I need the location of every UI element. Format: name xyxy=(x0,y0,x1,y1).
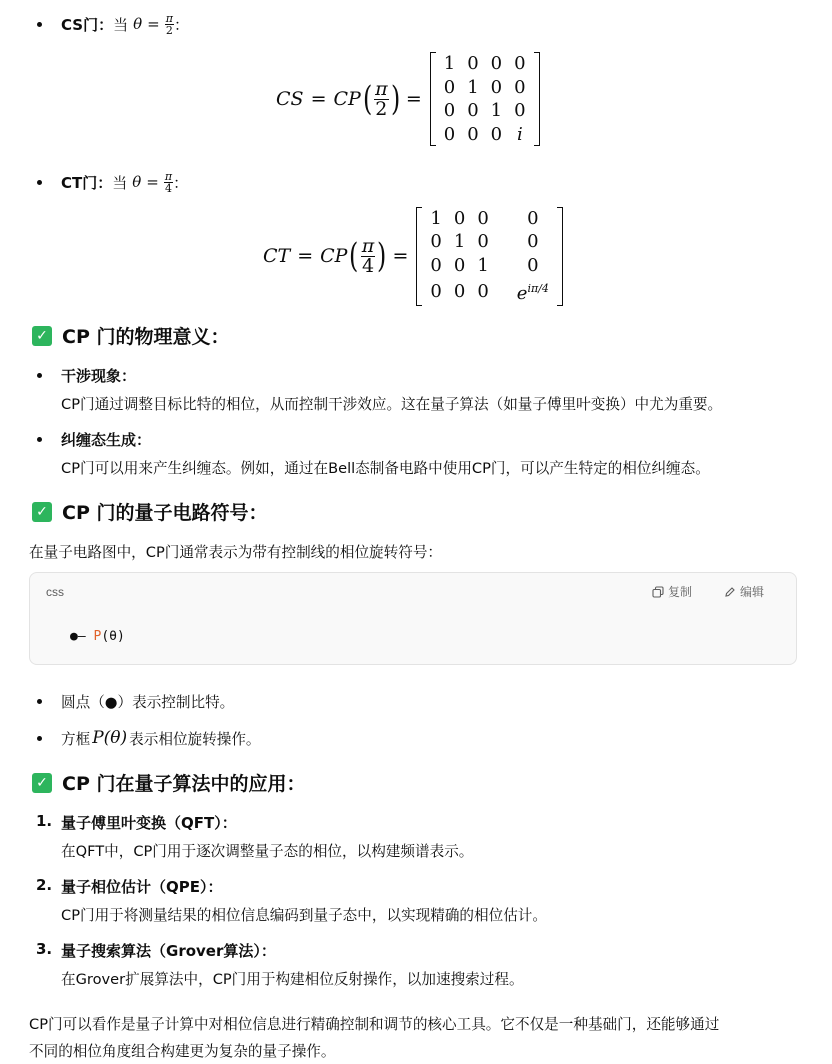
ct-eq-frac-num: π xyxy=(361,234,375,257)
code-language-label: css xyxy=(46,585,64,599)
section-heading-circuit-symbol xyxy=(32,498,268,525)
bullet-dot xyxy=(37,736,42,741)
bullet-post: 表示相位旋转操作。 xyxy=(129,730,261,748)
left-paren: ( xyxy=(349,236,359,276)
copy-icon xyxy=(652,586,664,598)
code-line-function: P xyxy=(93,629,102,644)
section-intro: 在量子电路图中，CP门通常表示为带有控制线的相位旋转符号： xyxy=(29,544,443,561)
list-item-title: 量子搜索算法（Grover算法）： xyxy=(61,942,276,960)
code-block xyxy=(29,572,797,665)
bullet-dot xyxy=(37,373,42,378)
matrix-cell: 0 xyxy=(453,280,466,302)
section-title: CP 门的量子电路符号： xyxy=(62,502,268,524)
matrix-cell: 0 xyxy=(490,76,503,98)
list-number: 1. xyxy=(36,812,53,830)
matrix-cell: i xyxy=(516,123,523,145)
copy-label: 复制 xyxy=(668,585,693,599)
cs-matrix xyxy=(430,52,540,146)
checkmark-icon: ✓ xyxy=(32,502,52,522)
ct-theta: θ xyxy=(132,173,142,191)
code-line-prefix: ●— xyxy=(70,629,94,644)
list-item-title: 纠缠态生成： xyxy=(61,431,152,449)
bullet-dot xyxy=(37,22,42,27)
pencil-icon xyxy=(724,586,736,598)
cs-cp: CP xyxy=(333,88,361,110)
matrix-cell: 1 xyxy=(490,100,503,121)
list-item-body: 在QFT中，CP门用于逐次调整量子态的相位，以构建频谱表示。 xyxy=(61,843,474,860)
cs-gate-label: CS门： xyxy=(61,15,114,34)
list-item-body: CP门可以用来产生纠缠态。例如，通过在Bell态制备电路中使用CP门，可以产生特定的相位纠缠态。 xyxy=(61,460,710,477)
cs-lhs: CS xyxy=(276,88,304,110)
ct-fraction xyxy=(164,171,173,194)
matrix-cell: 0 xyxy=(477,231,489,252)
matrix-cell: 0 xyxy=(527,231,539,252)
matrix-cell: 0 xyxy=(443,123,456,145)
list-item-body: 在Grover扩展算法中，CP门用于构建相位反射操作，以加速搜索过程。 xyxy=(61,971,524,988)
matrix-cell: 0 xyxy=(527,207,539,229)
section-title: CP 门的物理意义： xyxy=(62,326,230,348)
ct-frac-num: π xyxy=(164,169,173,183)
cs-equation xyxy=(276,52,540,146)
edit-label: 编辑 xyxy=(740,585,765,599)
ct-matrix xyxy=(416,207,562,306)
left-paren: ( xyxy=(362,79,373,119)
matrix-cell: 1 xyxy=(453,231,466,252)
list-item-title: 量子相位估计（QPE）： xyxy=(61,878,223,896)
checkmark-icon: ✓ xyxy=(32,773,52,793)
list-item-text: 圆点（●）表示控制比特。 xyxy=(61,694,235,711)
conclusion-line-2: 不同的相位角度组合构建更为复杂的量子操作。 xyxy=(29,1043,336,1060)
cs-frac-den: 2 xyxy=(165,23,173,37)
right-paren: ) xyxy=(377,236,387,276)
cs-colon: ： xyxy=(173,15,189,34)
section-heading-physical-meaning xyxy=(32,322,229,349)
cs-eq-frac-num: π xyxy=(375,77,388,100)
list-number: 3. xyxy=(36,940,53,958)
ct-gate-label: CT门： xyxy=(61,173,113,192)
matrix-cell: 0 xyxy=(490,53,503,74)
checkmark-icon: ✓ xyxy=(32,326,52,346)
section-title: CP 门在量子算法中的应用： xyxy=(62,773,306,795)
matrix-cell: 0 xyxy=(490,123,503,145)
matrix-cell: 0 xyxy=(443,100,456,121)
ct-matrix-e: e xyxy=(516,283,528,304)
ct-frac-den: 4 xyxy=(164,181,172,195)
bullet-dot xyxy=(37,180,42,185)
list-item-text xyxy=(61,726,261,750)
ct-equation xyxy=(263,209,563,303)
right-paren: ) xyxy=(390,79,400,119)
matrix-cell: 0 xyxy=(443,76,456,98)
ct-when-text: 当 xyxy=(112,173,128,192)
list-number: 2. xyxy=(36,876,53,894)
matrix-cell: 0 xyxy=(430,254,442,276)
matrix-cell: 0 xyxy=(477,207,489,229)
matrix-cell: 0 xyxy=(514,53,526,74)
code-line-rest: (θ) xyxy=(101,629,125,644)
matrix-cell: 0 xyxy=(514,76,526,98)
matrix-cell: 0 xyxy=(467,100,479,121)
bullet-pre: 方框 xyxy=(61,730,91,748)
bullet-dot xyxy=(37,437,42,442)
matrix-cell: 0 xyxy=(453,254,466,276)
code-line xyxy=(70,629,125,644)
ct-equals: = xyxy=(146,173,159,191)
edit-button[interactable] xyxy=(724,583,764,600)
ct-colon: ： xyxy=(173,173,189,192)
matrix-cell: 0 xyxy=(467,123,479,145)
cs-eq-frac-den: 2 xyxy=(375,97,388,120)
ct-eq1: = xyxy=(297,245,314,267)
matrix-cell: 0 xyxy=(477,280,489,302)
matrix-cell: 1 xyxy=(443,53,456,74)
copy-button[interactable] xyxy=(652,583,692,600)
cs-gate-item xyxy=(61,12,189,36)
list-item-title: 干涉现象： xyxy=(61,367,137,385)
list-item-body: CP门通过调整目标比特的相位，从而控制干涉效应。这在量子算法（如量子傅里叶变换）中尤为重要。 xyxy=(61,396,723,413)
cs-eq1: = xyxy=(310,88,327,110)
cs-frac-num: π xyxy=(165,11,173,25)
ct-cp: CP xyxy=(320,245,348,267)
cs-fraction xyxy=(165,13,174,36)
conclusion-line-1: CP门可以看作是量子计算中对相位信息进行精确控制和调节的核心工具。它不仅是一种基础门，还能够通过 xyxy=(29,1016,720,1033)
matrix-cell: 0 xyxy=(527,254,539,276)
ct-eq-frac-den: 4 xyxy=(361,254,375,277)
cs-eq2: = xyxy=(405,88,422,110)
cs-eq-fraction xyxy=(374,77,389,120)
matrix-cell: 0 xyxy=(430,280,442,302)
matrix-cell: 1 xyxy=(477,254,489,276)
cs-when-text: 当 xyxy=(113,15,129,34)
matrix-cell: 0 xyxy=(514,100,526,121)
matrix-cell: 1 xyxy=(430,207,442,229)
bullet-math: P(θ) xyxy=(92,728,128,748)
matrix-cell: 0 xyxy=(430,231,442,252)
bullet-dot xyxy=(37,699,42,704)
ct-gate-item xyxy=(61,170,188,194)
section-heading-applications xyxy=(32,769,306,796)
ct-exponent: iπ/4 xyxy=(527,282,549,295)
matrix-cell: 0 xyxy=(453,207,466,229)
matrix-cell: 0 xyxy=(467,53,479,74)
list-item-body: CP门用于将测量结果的相位信息编码到量子态中，以实现精确的相位估计。 xyxy=(61,907,547,924)
cs-theta: θ xyxy=(133,15,143,33)
cs-equals: = xyxy=(147,15,160,33)
ct-eq-fraction xyxy=(361,234,376,277)
list-item-title: 量子傅里叶变换（QFT）： xyxy=(61,814,237,832)
matrix-cell: 1 xyxy=(467,76,479,98)
ct-eq2: = xyxy=(392,245,409,267)
ct-lhs: CT xyxy=(263,245,291,267)
